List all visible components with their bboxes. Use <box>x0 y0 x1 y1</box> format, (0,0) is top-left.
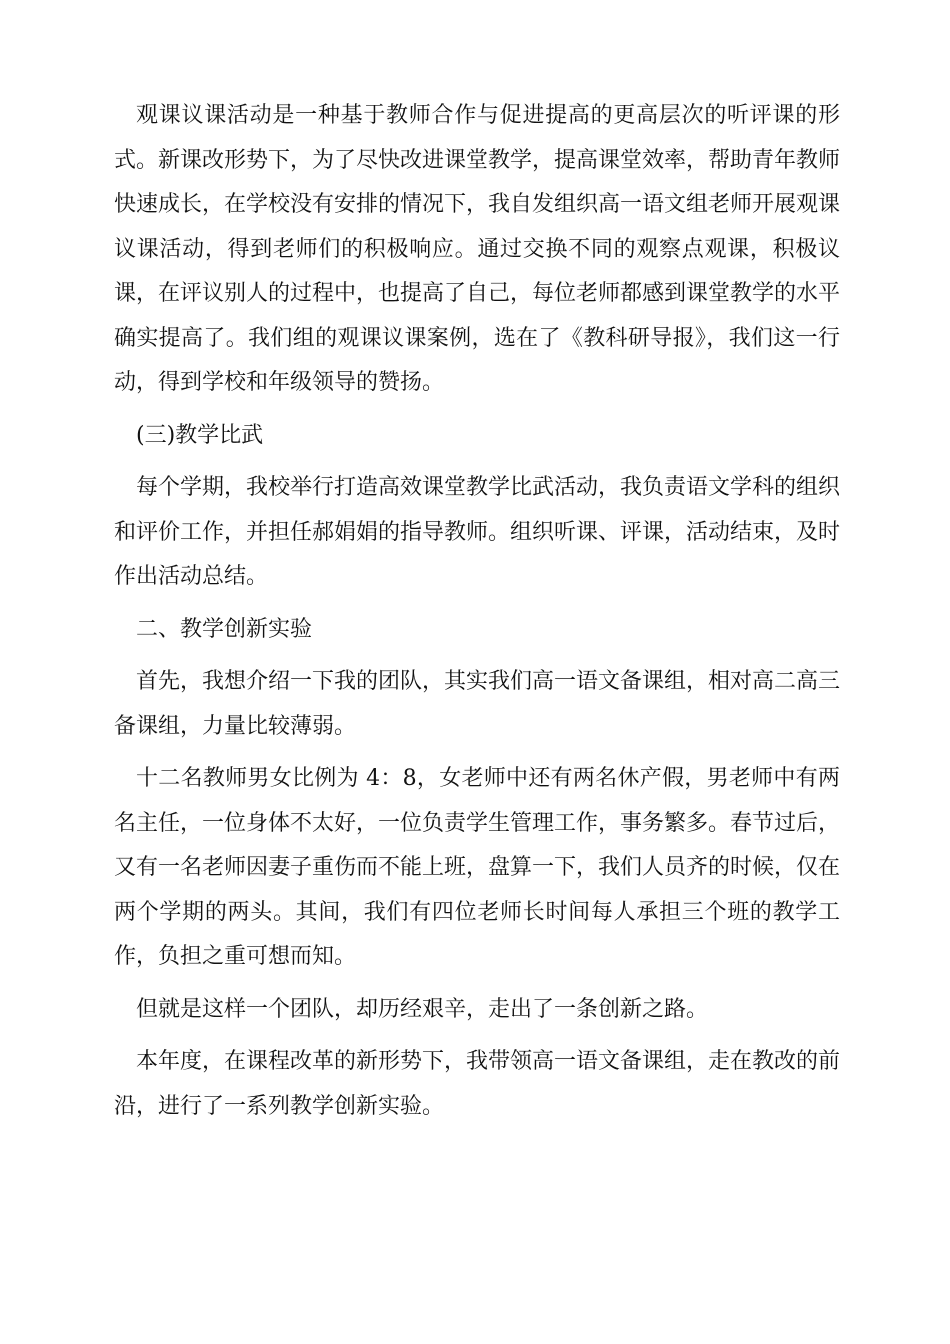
section-heading-innovation: 二、教学创新实验 <box>136 616 313 642</box>
paragraph-team-members: 十二名教师男女比例为 4：8，女老师中还有两名休产假，男老师中有两名主任，一位身体不太好，一位负责学生管理工作，事务繁多。春节过后，又有一名老师因妻子重伤而不能上班，盘算一下，我们人员齐的时候，仅在两个学期的两头。其间，我们有四位老师长时间每人承担三个班的教学工作，负担之重可想而知。 <box>114 766 841 969</box>
paragraph-observation-activity: 观课议课活动是一种基于教师合作与促进提高的更高层次的听评课的形式。新课改形势下，为了尽快改进课堂教学，提高课堂效率，帮助青年教师快速成长，在学校没有安排的情况下，我自发组织高一语文组老师开展观课议课活动，得到老师们的积极响应。通过交换不同的观察点观课，积极议课，在评议别人的过程中，也提高了自己，每位老师都感到课堂教学的水平确实提高了。我们组的观课议课案例，选在了《教科研导报》，我们这一行动，得到学校和年级领导的赞扬。 <box>114 103 841 395</box>
paragraph-year-summary: 本年度，在课程改革的新形势下，我带领高一语文备课组，走在教改的前沿，进行了一系列教学创新实验。 <box>114 1049 841 1119</box>
paragraph-teaching-contest: 每个学期，我校举行打造高效课堂教学比武活动，我负责语文学科的组织和评价工作，并担任郝娟娟的指导教师。组织听课、评课，活动结束，及时作出活动总结。 <box>114 475 841 589</box>
paragraph-team-intro: 首先，我想介绍一下我的团队，其实我们高一语文备课组，相对高二高三备课组，力量比较薄弱。 <box>114 669 841 739</box>
section-heading-teaching-contest: (三)教学比武 <box>136 422 264 448</box>
document-page <box>114 94 840 1137</box>
paragraph-team-path: 但就是这样一个团队，却历经艰辛，走出了一条创新之路。 <box>136 996 709 1022</box>
